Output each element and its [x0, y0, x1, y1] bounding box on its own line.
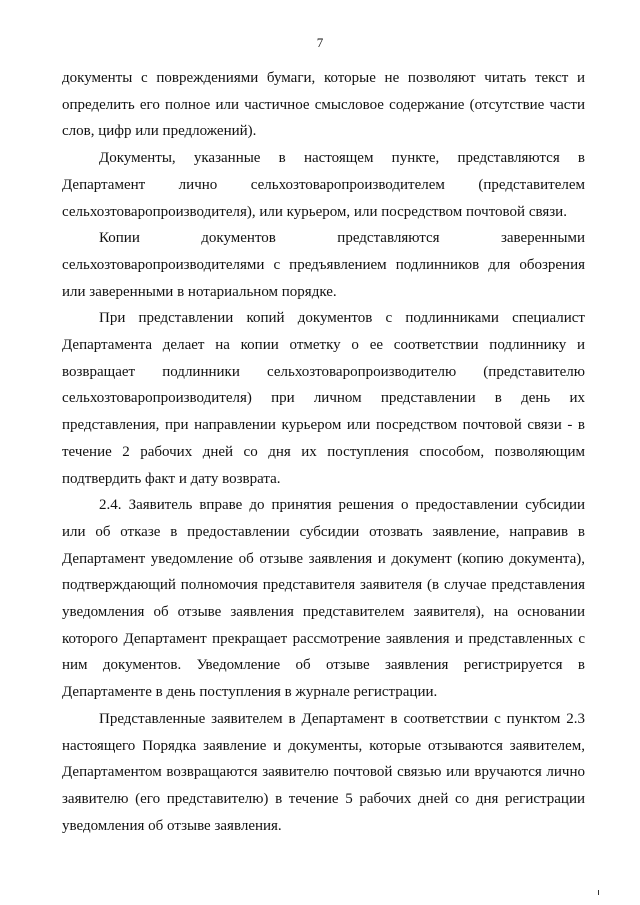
document-body: [62, 65, 585, 839]
paragraph-originals-return: При представлении копий документов с подлинниками специалист Департамента делает на копии отметку о ее соответствии подлиннику и возвращает подлинники сельхозтоваропроизводителю (представителю сельхозтоваропроизводителя) при личном представлении в день их представления, при направлении курьером или посредством почтовой связи - в течение 2 рабочих дней со дня их поступления способом, позволяющим подтвердить факт и дату возврата.: [62, 310, 585, 487]
paragraph-copies: Копии документов представляются заверенными сельхозтоваропроизводителями с предъявлением подлинников для обозрения или заверенными в нотариальном порядке.: [62, 230, 585, 300]
paragraph-continuation: документы с повреждениями бумаги, которые не позволяют читать текст и определить его полное или частичное смысловое содержание (отсутствие части слов, цифр или предложений).: [62, 70, 585, 140]
scan-mark: [598, 890, 599, 895]
paragraph-2-4-withdrawal: 2.4. Заявитель вправе до принятия решения о предоставлении субсидии или об отказе в предоставлении субсидии отозвать заявление, направив в Департамент уведомление об отзыве заявления и документ (копию документа), подтверждающий полномочия представителя заявителя (в случае представления уведомления об отзыве заявления представителем заявителя), на основании которого Департамент прекращает рассмотрение заявления и представленных с ним документов. Уведомление об отзыве заявления регистрируется в Департаменте в день поступления в журнале регистрации.: [62, 497, 585, 701]
paragraph-documents-return: Представленные заявителем в Департамент в соответствии с пунктом 2.3 настоящего Порядка заявление и документы, которые отзываются заявителем, Департаментом возвращаются заявителю почтовой связью или вручаются лично заявителю (его представителю) в течение 5 рабочих дней со дня регистрации уведомления об отзыве заявления.: [62, 710, 585, 834]
page-number: 7: [316, 35, 324, 50]
paragraph-submission-methods: Документы, указанные в настоящем пункте, представляются в Департамент лично сельхозтоваропроизводителем (представителем сельхозтоваропроизводителя), или курьером, или посредством почтовой связи.: [62, 150, 585, 220]
